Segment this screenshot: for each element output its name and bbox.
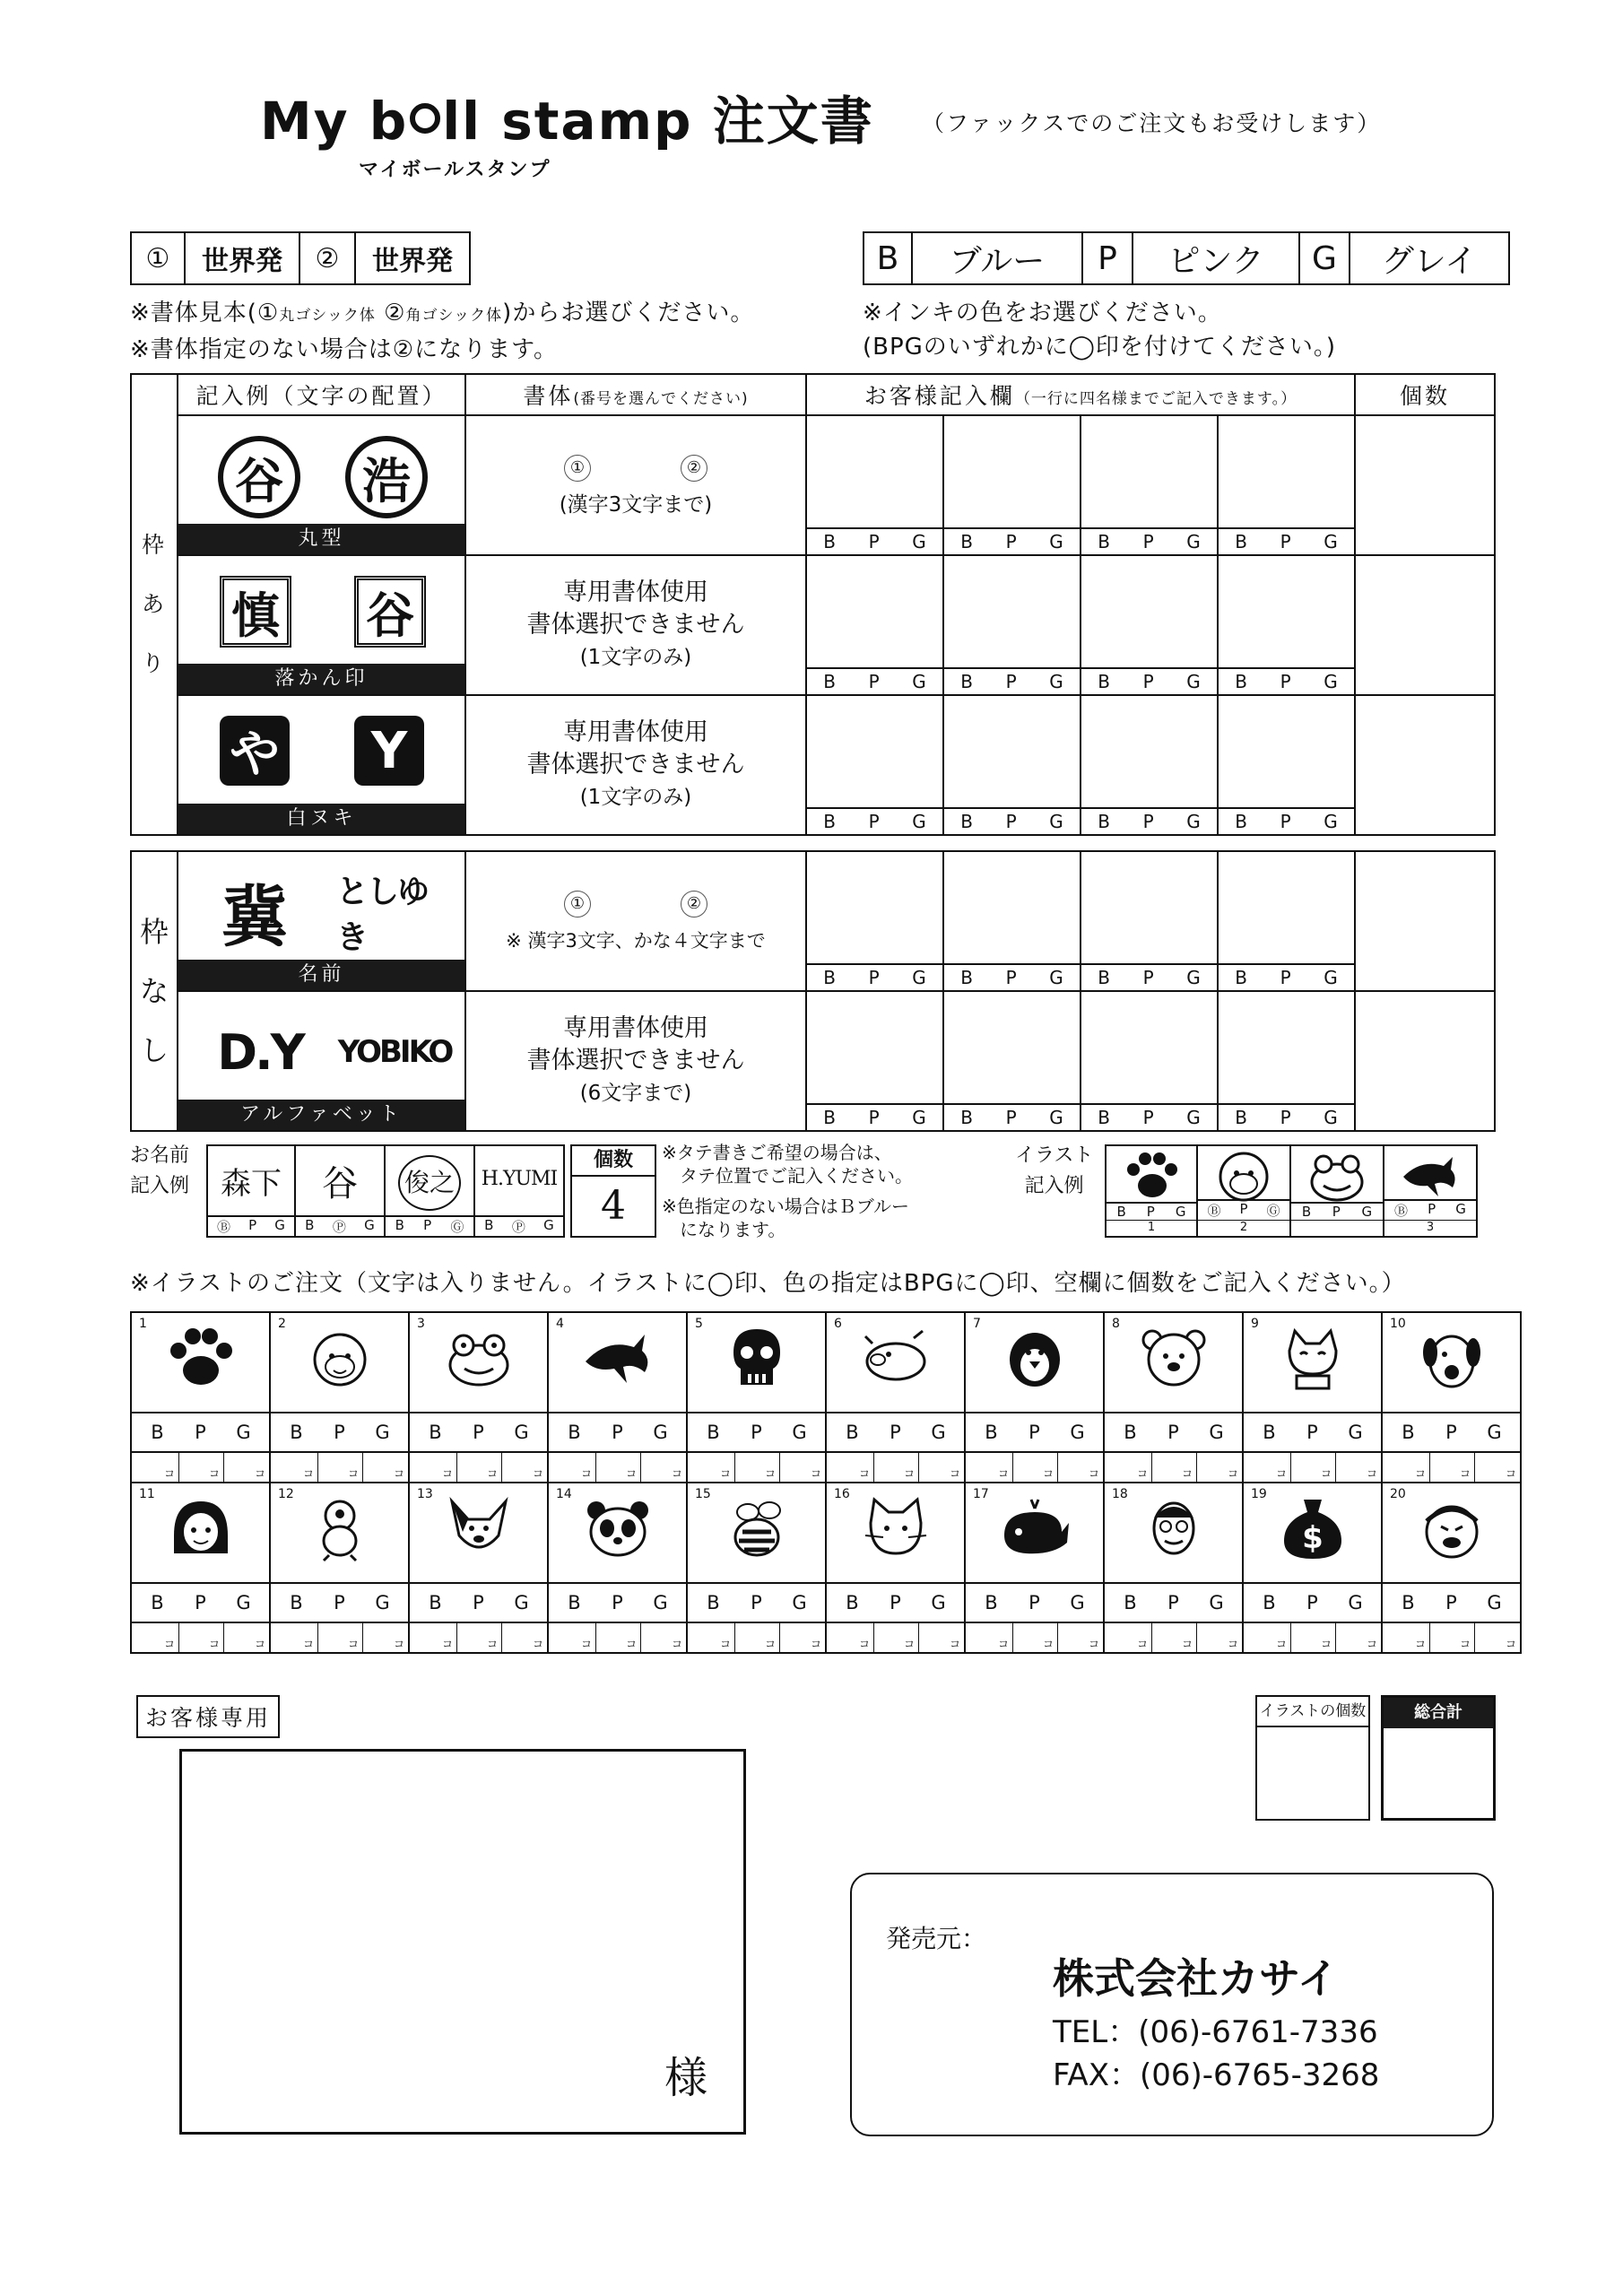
illus-item-6[interactable] xyxy=(826,1312,965,1413)
framed-label: 枠 あ り xyxy=(131,374,178,835)
page-title: My b ll stamp 注文書 xyxy=(260,91,874,152)
whale-icon xyxy=(999,1496,1071,1564)
customer-cell[interactable]: B P G xyxy=(1218,851,1355,991)
company-name: 株式会社カサイ xyxy=(1053,1954,1339,2003)
illus-number: 9 xyxy=(1251,1317,1259,1331)
illus-number: 13 xyxy=(417,1487,433,1501)
customer-cell[interactable]: B P G xyxy=(1218,991,1355,1131)
column-example: 記入例（文字の配置） xyxy=(178,374,465,415)
illus-number: 10 xyxy=(1390,1317,1406,1331)
illus-qty-10[interactable]: コ コ コ xyxy=(1382,1452,1521,1483)
example-shironuki xyxy=(178,695,465,835)
bulldog-icon xyxy=(443,1496,515,1564)
sample-illus-label: イラスト 記入例 xyxy=(1015,1144,1094,1197)
font-choice-1[interactable]: ① xyxy=(564,455,591,482)
sample-name-2: 谷 B Ⓟ G xyxy=(296,1144,386,1238)
illus-bpg-8[interactable]: B P G xyxy=(1104,1413,1243,1452)
sample-name-4: H.YUMI B Ⓟ G xyxy=(475,1144,565,1238)
money-bag-icon xyxy=(1277,1496,1349,1564)
font-option-1-number[interactable]: ① xyxy=(130,231,186,285)
illus-number: 14 xyxy=(556,1487,572,1501)
boy-icon xyxy=(1416,1496,1488,1564)
qty-cell[interactable] xyxy=(1355,555,1495,695)
man-icon xyxy=(1138,1496,1210,1564)
sample-illus xyxy=(1105,1144,1478,1238)
font-selector xyxy=(130,231,471,285)
illus-bpg-4[interactable]: B P G xyxy=(548,1413,687,1452)
illus-number: 8 xyxy=(1112,1317,1120,1331)
customer-cell[interactable]: B P G xyxy=(1081,851,1218,991)
illus-qty-4[interactable]: コ コ コ xyxy=(548,1452,687,1483)
illus-item-15[interactable] xyxy=(687,1483,826,1583)
illus-item-20[interactable] xyxy=(1382,1483,1521,1583)
stamp-round-2: 浩 xyxy=(345,436,428,518)
font-option-2-sample[interactable]: 世界発 xyxy=(356,231,471,285)
cat-icon xyxy=(860,1496,932,1564)
customer-cell[interactable]: B P G xyxy=(943,851,1081,991)
sample-name-label: お名前 記入例 xyxy=(130,1144,190,1197)
illus-bpg-7[interactable]: B P G xyxy=(965,1413,1104,1452)
pig-icon xyxy=(860,1326,932,1394)
illus-qty-2[interactable]: コ コ コ xyxy=(270,1452,409,1483)
illus-item-7[interactable] xyxy=(965,1312,1104,1413)
illus-bpg-5[interactable]: B P G xyxy=(687,1413,826,1452)
bear-icon xyxy=(1138,1326,1210,1394)
tel-number: TEL：(06)-6761-7336 xyxy=(1053,2014,1378,2050)
illus-bpg-13[interactable]: B P G xyxy=(409,1583,548,1622)
illus-number: 12 xyxy=(278,1487,294,1501)
illus-bpg-17[interactable]: B P G xyxy=(965,1583,1104,1622)
illus-qty-5[interactable]: コ コ コ xyxy=(687,1452,826,1483)
customer-cell[interactable]: B P G xyxy=(943,415,1081,555)
unframed-order-table xyxy=(130,850,1496,1132)
dolphin-icon xyxy=(1399,1150,1462,1204)
font-rakkan: 専用書体使用 書体選択できません (1文字のみ) xyxy=(465,555,806,695)
stamp-shironuki-1: や xyxy=(220,716,290,786)
illus-number: 20 xyxy=(1390,1487,1406,1501)
illus-number: 1 xyxy=(139,1317,147,1331)
qty-cell[interactable] xyxy=(1355,991,1495,1131)
ball-icon xyxy=(410,103,440,134)
grand-total-box[interactable]: 総合計 xyxy=(1381,1695,1496,1821)
sample-illus-dolphin: Ⓑ P G 3 xyxy=(1384,1144,1478,1238)
illus-qty-6[interactable]: コ コ コ xyxy=(826,1452,965,1483)
stamp-round-1: 谷 xyxy=(218,436,300,518)
font-choice-2[interactable]: ② xyxy=(681,455,707,482)
bee-icon xyxy=(721,1496,793,1564)
sample-names xyxy=(206,1144,656,1238)
illus-qty-3[interactable]: コ コ コ xyxy=(409,1452,548,1483)
ink-option-blue[interactable]: ブルー xyxy=(913,231,1083,285)
customer-cell[interactable]: B P G xyxy=(1218,555,1355,695)
customer-cell[interactable]: B P G xyxy=(1081,695,1218,835)
example-alpha xyxy=(178,991,465,1131)
customer-cell[interactable]: B P G xyxy=(1081,991,1218,1131)
stamp-rakkan-1: 慎 xyxy=(220,576,291,648)
illus-item-1[interactable] xyxy=(131,1312,270,1413)
caption-shironuki: 白ヌキ xyxy=(178,804,464,834)
illus-bpg-11[interactable]: B P G xyxy=(131,1583,270,1622)
ink-option-p[interactable]: P xyxy=(1083,231,1133,285)
illus-number: 19 xyxy=(1251,1487,1267,1501)
illus-bpg-12[interactable]: B P G xyxy=(270,1583,409,1622)
customer-label: お客様専用 xyxy=(136,1695,280,1738)
dog-icon xyxy=(1416,1326,1488,1394)
stamp-alpha-2: YOBIKO xyxy=(337,1034,452,1070)
illus-qty-8[interactable]: コ コ コ xyxy=(1104,1452,1243,1483)
framed-order-table xyxy=(130,373,1496,836)
illus-qty-16[interactable]: コ コ コ xyxy=(826,1622,965,1653)
illus-number: 15 xyxy=(695,1487,711,1501)
dolphin-icon xyxy=(582,1326,654,1394)
bird-icon xyxy=(304,1496,376,1564)
illus-item-4[interactable] xyxy=(548,1312,687,1413)
sample-name-1: 森下 Ⓑ P G xyxy=(206,1144,296,1238)
illus-bpg-6[interactable]: B P G xyxy=(826,1413,965,1452)
caption-name: 名前 xyxy=(178,960,464,990)
illus-number: 11 xyxy=(139,1487,155,1501)
illus-number: 6 xyxy=(834,1317,842,1331)
illus-number: 17 xyxy=(973,1487,989,1501)
font-option-1-sample[interactable]: 世界発 xyxy=(186,231,300,285)
customer-cell[interactable]: B P G xyxy=(806,415,943,555)
frog-icon xyxy=(1306,1150,1368,1204)
sample-note: ※タテ書きご希望の場合は、 タテ位置でご記入ください。 ※色指定のない場合はＢブルー になります。 xyxy=(662,1142,913,1240)
illus-qty-9[interactable]: コ コ コ xyxy=(1243,1452,1382,1483)
page-subtitle: マイボールスタンプ xyxy=(359,159,551,181)
illus-bpg-9[interactable]: B P G xyxy=(1243,1413,1382,1452)
illus-number: 18 xyxy=(1112,1487,1128,1501)
font-alpha: 専用書体使用 書体選択できません (6文字まで) xyxy=(465,991,806,1131)
illus-qty-1[interactable]: コ コ コ xyxy=(131,1452,270,1483)
illus-item-9[interactable] xyxy=(1243,1312,1382,1413)
illus-number: 3 xyxy=(417,1317,425,1331)
ink-option-b[interactable]: B xyxy=(863,231,913,285)
stamp-name-2: としゆき xyxy=(336,874,429,956)
stamp-name-1: 冀 xyxy=(221,879,288,956)
caption-round: 丸型 xyxy=(178,524,464,554)
illus-item-11[interactable] xyxy=(131,1483,270,1583)
example-round xyxy=(178,415,465,555)
seller-label: 発売元： xyxy=(886,1924,987,1953)
illus-count-box[interactable]: イラストの個数 xyxy=(1255,1695,1370,1821)
illus-bpg-14[interactable]: B P G xyxy=(548,1583,687,1622)
font-option-2-number[interactable]: ② xyxy=(300,231,356,285)
illus-bpg-19[interactable]: B P G xyxy=(1243,1583,1382,1622)
penguin-icon xyxy=(999,1326,1071,1394)
illus-item-14[interactable] xyxy=(548,1483,687,1583)
svg-text:$: $ xyxy=(1301,1520,1324,1556)
customer-cell[interactable]: B P G xyxy=(806,851,943,991)
font-note: ※書体見本(①丸ゴシック体 ②角ゴシック体)からお選びください。 ※書体指定のない場合は②になります。 xyxy=(130,300,755,363)
illus-qty-11[interactable]: コ コ コ xyxy=(131,1622,270,1653)
illus-number: 7 xyxy=(973,1317,981,1331)
font-name: ① ② ※ 漢字3文字、かな４文字まで xyxy=(465,851,806,991)
ink-option-g[interactable]: G xyxy=(1300,231,1350,285)
customer-cell[interactable]: B P G xyxy=(943,991,1081,1131)
panda-icon xyxy=(582,1496,654,1564)
fax-number: FAX：(06)-6765-3268 xyxy=(1053,2057,1380,2093)
illus-item-2[interactable] xyxy=(270,1312,409,1413)
sama-label: 様 xyxy=(664,2053,707,2103)
stamp-shironuki-2: Y xyxy=(354,716,424,786)
ink-note: ※インキの色をお選びください。 (BPGのいずれかに◯印を付けてください。) xyxy=(863,300,1337,361)
illus-item-18[interactable] xyxy=(1104,1483,1243,1583)
font-choice-1[interactable]: ① xyxy=(564,891,591,918)
illus-qty-17[interactable]: コ コ コ xyxy=(965,1622,1104,1653)
column-qty: 個数 xyxy=(1355,374,1495,415)
seller-box xyxy=(850,1873,1494,2136)
illus-bpg-16[interactable]: B P G xyxy=(826,1583,965,1622)
paw-icon xyxy=(165,1326,237,1394)
column-font: 書体(番号を選んでください) xyxy=(465,374,806,415)
example-name xyxy=(178,851,465,991)
illus-item-19[interactable] xyxy=(1243,1483,1382,1583)
customer-cell[interactable]: B P G xyxy=(806,695,943,835)
customer-cell[interactable]: B P G xyxy=(1218,695,1355,835)
illus-number: 2 xyxy=(278,1317,286,1331)
customer-cell[interactable]: B P G xyxy=(943,555,1081,695)
stamp-rakkan-2: 谷 xyxy=(354,576,426,648)
qty-cell[interactable] xyxy=(1355,415,1495,555)
illus-item-16[interactable] xyxy=(826,1483,965,1583)
illus-item-13[interactable] xyxy=(409,1483,548,1583)
font-shironuki: 専用書体使用 書体選択できません (1文字のみ) xyxy=(465,695,806,835)
illus-bpg-20[interactable]: B P G xyxy=(1382,1583,1521,1622)
illus-qty-14[interactable]: コ コ コ xyxy=(548,1622,687,1653)
illus-item-10[interactable] xyxy=(1382,1312,1521,1413)
monkey-icon xyxy=(1212,1150,1275,1204)
illus-item-8[interactable] xyxy=(1104,1312,1243,1413)
illus-bpg-10[interactable]: B P G xyxy=(1382,1413,1521,1452)
unframed-label: 枠 な し xyxy=(131,851,178,1131)
illus-item-12[interactable] xyxy=(270,1483,409,1583)
frog-icon xyxy=(443,1326,515,1394)
stamp-alpha-1: D.Y xyxy=(217,1023,303,1081)
ink-selector xyxy=(863,231,1510,285)
qty-cell[interactable] xyxy=(1355,851,1495,991)
customer-cell[interactable]: B P G xyxy=(1081,415,1218,555)
customer-box[interactable] xyxy=(179,1749,746,2135)
column-customer: お客様記入欄（一行に四名様までご記入できます。） xyxy=(806,374,1355,415)
skull-icon xyxy=(721,1326,793,1394)
lucky-cat-icon xyxy=(1277,1326,1349,1394)
illus-bpg-1[interactable]: B P G xyxy=(131,1413,270,1452)
illus-bpg-18[interactable]: B P G xyxy=(1104,1583,1243,1622)
customer-cell[interactable]: B P G xyxy=(943,695,1081,835)
ink-option-gray[interactable]: グレイ xyxy=(1350,231,1510,285)
sample-illus-frog: B P G xyxy=(1291,1144,1384,1238)
qty-cell[interactable] xyxy=(1355,695,1495,835)
customer-cell[interactable]: B P G xyxy=(1218,415,1355,555)
illus-qty-19[interactable]: コ コ コ xyxy=(1243,1622,1382,1653)
monkey-icon xyxy=(304,1326,376,1394)
illus-qty-20[interactable]: コ コ コ xyxy=(1382,1622,1521,1653)
illus-qty-7[interactable]: コ コ コ xyxy=(965,1452,1104,1483)
customer-cell[interactable]: B P G xyxy=(1081,555,1218,695)
illus-order-note: ※イラストのご注文（文字は入りません。イラストに◯印、色の指定はBPGに◯印、空欄に個数をご記入ください。） xyxy=(130,1270,1406,1297)
caption-alpha: アルファベット xyxy=(178,1100,464,1130)
sample-name-3: 俊之 B P Ⓖ xyxy=(386,1144,475,1238)
illus-bpg-15[interactable]: B P G xyxy=(687,1583,826,1622)
customer-cell[interactable]: B P G xyxy=(806,991,943,1131)
paw-icon xyxy=(1121,1150,1184,1204)
font-round: ① ② (漢字3文字まで) xyxy=(465,415,806,555)
illus-item-5[interactable] xyxy=(687,1312,826,1413)
illus-qty-18[interactable]: コ コ コ xyxy=(1104,1622,1243,1653)
sample-qty: 個数 4 xyxy=(570,1144,656,1238)
illus-number: 16 xyxy=(834,1487,850,1501)
sample-illus-monkey: Ⓑ P Ⓖ 2 xyxy=(1198,1144,1291,1238)
illus-bpg-2[interactable]: B P G xyxy=(270,1413,409,1452)
ink-option-pink[interactable]: ピンク xyxy=(1133,231,1300,285)
illus-qty-13[interactable]: コ コ コ xyxy=(409,1622,548,1653)
fax-note: （ファックスでのご注文もお受けします） xyxy=(922,110,1382,136)
font-choice-2[interactable]: ② xyxy=(681,891,707,918)
caption-rakkan: 落かん印 xyxy=(178,664,464,694)
illus-qty-12[interactable]: コ コ コ xyxy=(270,1622,409,1653)
illus-number: 4 xyxy=(556,1317,564,1331)
illus-item-3[interactable] xyxy=(409,1312,548,1413)
illus-order-table xyxy=(130,1311,1522,1654)
sample-illus-paw: B P G 1 xyxy=(1105,1144,1198,1238)
girl-icon xyxy=(165,1496,237,1564)
illus-qty-15[interactable]: コ コ コ xyxy=(687,1622,826,1653)
illus-number: 5 xyxy=(695,1317,703,1331)
illus-item-17[interactable] xyxy=(965,1483,1104,1583)
example-rakkan xyxy=(178,555,465,695)
customer-cell[interactable]: B P G xyxy=(806,555,943,695)
illus-bpg-3[interactable]: B P G xyxy=(409,1413,548,1452)
